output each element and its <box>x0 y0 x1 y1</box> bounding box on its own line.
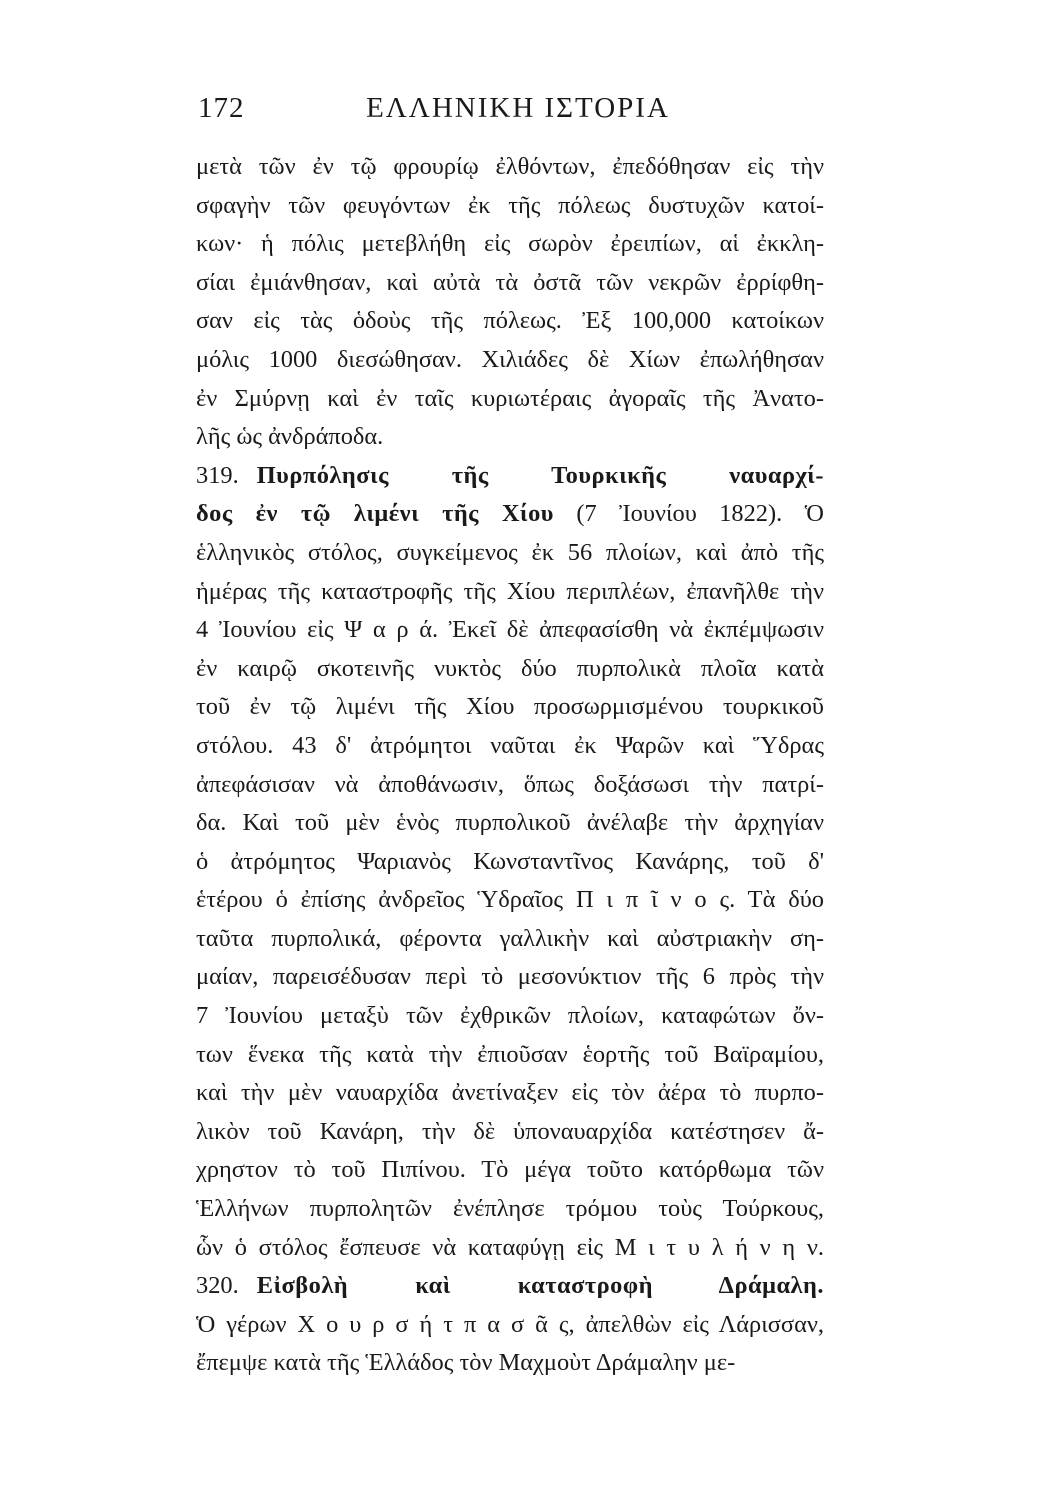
text-line: λικὸν τοῦ Κανάρη, τὴν δὲ ὑποναυαρχίδα κατέστησεν ἄ- <box>196 1117 824 1145</box>
text-line: χρηστον τὸ τοῦ Πιπίνου. Τὸ μέγα τοῦτο κατόρθωμα τῶν <box>196 1156 824 1184</box>
text-line: Ὁ γέρων Χ ο υ ρ σ ή τ π α σ ᾶ ς, ἀπελθὼν εἰς Λάρισσαν, <box>196 1310 824 1338</box>
body-text <box>196 148 824 1383</box>
text-line: ἐν καιρῷ σκοτεινῆς νυκτὸς δύο πυρπολικὰ πλοῖα κατὰ <box>196 654 824 682</box>
text-line: ἑλληνικὸς στόλος, συγκείμενος ἐκ 56 πλοίων, καὶ ἀπὸ τῆς <box>196 538 824 566</box>
section-319-heading <box>196 457 824 496</box>
text-line: σφαγὴν τῶν φευγόντων ἐκ τῆς πόλεως δυστυχῶν κατοί- <box>196 191 824 219</box>
text-line: τοῦ ἐν τῷ λιμένι τῆς Χίου προσωρμισμένου τουρκικοῦ <box>196 693 824 721</box>
text-line: λῆς ὡς ἀνδράποδα. <box>196 423 384 451</box>
running-title: ΕΛΛΗΝΙΚΗ ΙΣΤΟΡΙΑ <box>366 92 670 124</box>
text-line: ἐν Σμύρνῃ καὶ ἐν ταῖς κυριωτέραις ἀγοραῖς τῆς Ἀνατο- <box>196 384 824 412</box>
text-line: ὧν ὁ στόλος ἔσπευσε νὰ καταφύγῃ εἰς Μ ι τ υ λ ή ν η ν. <box>196 1233 824 1261</box>
text-line: ὁ ἀτρόμητος Ψαριανὸς Κωνσταντῖνος Κανάρης, τοῦ δ' <box>196 847 824 875</box>
text-line: δα. Καὶ τοῦ μὲν ἑνὸς πυρπολικοῦ ἀνέλαβε τὴν ἀρχηγίαν <box>196 809 824 837</box>
section-number: 320. <box>196 1272 239 1300</box>
text-line: καὶ τὴν μὲν ναυαρχίδα ἀνετίναξεν εἰς τὸν ἀέρα τὸ πυρπο- <box>196 1079 824 1107</box>
section-320-heading <box>196 1267 824 1306</box>
text-line: μόλις 1000 διεσώθησαν. Χιλιάδες δὲ Χίων ἐπωλήθησαν <box>196 345 824 373</box>
text-line: στόλου. 43 δ' ἀτρόμητοι ναῦται ἐκ Ψαρῶν καὶ Ὕδρας <box>196 731 824 759</box>
section-title-cont: δος ἐν τῷ λιμένι τῆς Χίου <box>196 500 554 528</box>
text-line: σαν εἰς τὰς ὁδοὺς τῆς πόλεως. Ἐξ 100,000 κατοίκων <box>196 307 824 335</box>
text-line: κων· ἡ πόλις μετεβλήθη εἰς σωρὸν ἐρειπίων, αἱ ἐκκλη- <box>196 230 824 258</box>
text-line: ἔπεμψε κατὰ τῆς Ἑλλάδος τὸν Μαχμοὺτ Δράμαλην με- <box>196 1349 736 1377</box>
text-line: ἑτέρου ὁ ἐπίσης ἀνδρεῖος Ὑδραῖος Π ι π ῖ ν ο ς. Τὰ δύο <box>196 886 824 914</box>
text-line: μετὰ τῶν ἐν τῷ φρουρίῳ ἐλθόντων, ἐπεδόθησαν εἰς τὴν <box>196 153 824 180</box>
page-number: 172 <box>198 92 245 124</box>
text-line: 4 Ἰουνίου εἰς Ψ α ρ ά. Ἐκεῖ δὲ ἀπεφασίσθη νὰ ἐκπέμψωσιν <box>196 616 824 644</box>
section-title: Εἰσβολὴ καὶ καταστροφὴ Δράμαλη. <box>256 1272 824 1300</box>
section-319-heading-cont <box>196 495 824 534</box>
text-line: των ἕνεκα τῆς κατὰ τὴν ἐπιοῦσαν ἑορτῆς τοῦ Βαϊραμίου, <box>196 1040 824 1068</box>
text-line: Ἑλλήνων πυρπολητῶν ἐνέπλησε τρόμου τοὺς Τούρκους, <box>196 1195 824 1223</box>
text-line: ἀπεφάσισαν νὰ ἀποθάνωσιν, ὅπως δοξάσωσι τὴν πατρί- <box>196 770 824 798</box>
section-date: (7 Ἰουνίου 1822). Ὁ <box>576 500 824 528</box>
text-line: ἡμέρας τῆς καταστροφῆς τῆς Χίου περιπλέων, ἐπανῆλθε τὴν <box>196 577 824 605</box>
text-line: 7 Ἰουνίου μεταξὺ τῶν ἐχθρικῶν πλοίων, καταφώτων ὄν- <box>196 1002 824 1030</box>
section-number: 319. <box>196 461 239 489</box>
text-line: ταῦτα πυρπολικά, φέροντα γαλλικὴν καὶ αὐστριακὴν ση- <box>196 924 824 952</box>
text-line: μαίαν, παρεισέδυσαν περὶ τὸ μεσονύκτιον τῆς 6 πρὸς τὴν <box>196 963 824 991</box>
section-title: Πυρπόλησις τῆς Τουρκικῆς ναυαρχί- <box>256 461 824 489</box>
page-header <box>198 92 838 125</box>
text-line: σίαι ἐμιάνθησαν, καὶ αὐτὰ τὰ ὀστᾶ τῶν νεκρῶν ἐρρίφθη- <box>196 268 824 296</box>
